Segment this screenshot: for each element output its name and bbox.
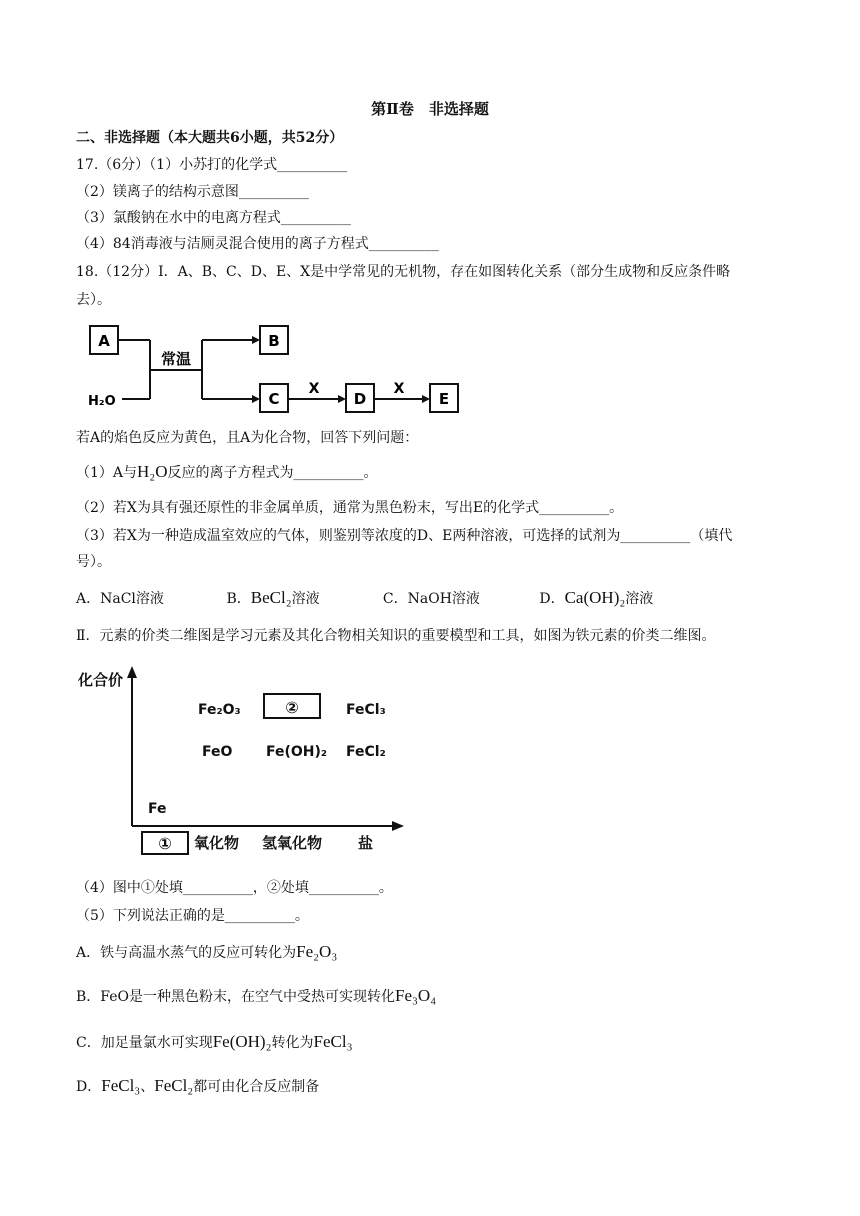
cell-feo: FeO xyxy=(202,744,233,760)
part2-intro: Ⅱ．元素的价类二维图是学习元素及其化合物相关知识的重要模型和工具，如图为铁元素的价类二维图。 xyxy=(76,628,716,644)
q5-option-c xyxy=(76,1032,353,1053)
formula-becl2: BeCl₂ xyxy=(250,588,292,607)
option-b-post: 溶液 xyxy=(291,591,320,607)
formula-caoh2: Ca(OH)₂ xyxy=(564,588,626,607)
q5-option-c-mid: 转化为 xyxy=(271,1035,314,1051)
arrow-to-d xyxy=(338,395,346,403)
option-b-letter: B． xyxy=(226,591,251,607)
q18-part1-pre: （1）A与 xyxy=(76,465,138,481)
cell-fecl2: FeCl₂ xyxy=(346,744,386,760)
q18-part3: （3）若X为一种造成温室效应的气体，则鉴别等浓度的D、E两种溶液，可选择的试剂为__________（填代 xyxy=(76,528,733,544)
option-d-letter: D． xyxy=(539,591,565,607)
cell-fe: Fe xyxy=(148,801,167,817)
y-axis-arrow xyxy=(127,666,137,678)
q18-stem: 18.（12分）Ⅰ．A、B、C、D、E、X是中学常见的无机物，存在如图转化关系（部分生成物和反应条件略 xyxy=(76,264,731,280)
flow-diagram xyxy=(84,320,464,420)
q5-option-c-text: C．加足量氯水可实现 xyxy=(76,1035,213,1051)
section-title: 第Ⅱ卷 非选择题 xyxy=(371,100,489,118)
formula-fecl3: FeCl₃ xyxy=(313,1032,353,1051)
q18-part5: （5）下列说法正确的是__________。 xyxy=(76,908,309,924)
q17-part2: （2）镁离子的结构示意图__________ xyxy=(76,184,309,200)
cell-fe2o3: Fe₂O₃ xyxy=(198,702,241,718)
q5-option-a xyxy=(76,942,337,963)
label-c: C xyxy=(268,390,280,408)
q5-option-d xyxy=(76,1076,319,1097)
label-a: A xyxy=(98,332,110,350)
x-label-salt: 盐 xyxy=(358,834,374,852)
section-heading: 二、非选择题（本大题共6小题，共52分） xyxy=(76,130,344,146)
arrow-to-b xyxy=(252,336,260,344)
label-x2: X xyxy=(393,381,405,397)
formula-fecl3-d: FeCl₃ xyxy=(101,1076,141,1095)
y-axis-label: 化合价 xyxy=(78,671,124,689)
formula-feoh2: Fe(OH)₂ xyxy=(212,1032,272,1051)
q18-options xyxy=(76,588,796,609)
option-d-post: 溶液 xyxy=(625,591,654,607)
label-e: E xyxy=(438,390,450,408)
q5-option-d-text: 都可由化合反应制备 xyxy=(193,1079,320,1095)
option-d xyxy=(539,588,653,609)
formula-fe2o3: Fe₂O₃ xyxy=(296,942,338,961)
x-label-oxide: 氧化物 xyxy=(194,834,240,852)
option-b xyxy=(226,588,378,609)
q5-option-b-text: B．FeO是一种黑色粉末，在空气中受热可实现转化 xyxy=(76,989,395,1005)
formula-fe3o4: Fe₃O₄ xyxy=(395,986,437,1005)
box-2-label: ② xyxy=(285,698,299,717)
q17-part3: （3）氯酸钠在水中的电离方程式__________ xyxy=(76,210,351,226)
arrow-to-e xyxy=(422,395,430,403)
arrow-to-c xyxy=(252,395,260,403)
q18-part1 xyxy=(76,462,378,483)
q18-part4: （4）图中①处填__________，②处填__________。 xyxy=(76,880,393,896)
q18-condition: 若A的焰色反应为黄色，且A为化合物，回答下列问题： xyxy=(76,430,419,446)
label-condition: 常温 xyxy=(160,350,192,368)
formula-h2o: H₂O xyxy=(137,462,168,481)
q5-option-d-letter: D． xyxy=(76,1079,102,1095)
x-label-hydroxide: 氢氧化物 xyxy=(262,834,323,852)
label-d: D xyxy=(353,390,367,408)
q5-option-a-text: A．铁与高温水蒸气的反应可转化为 xyxy=(76,945,297,961)
q18-stem-cont: 去）。 xyxy=(76,292,111,308)
option-c: C．NaOH溶液 xyxy=(382,591,480,607)
x-axis-arrow xyxy=(392,821,404,831)
option-a: A．NaCl溶液 xyxy=(76,591,164,607)
q17-stem: 17.（6分）（1）小苏打的化学式__________ xyxy=(76,157,348,173)
q18-part1-post: 反应的离子方程式为__________。 xyxy=(167,465,378,481)
q5-option-b xyxy=(76,986,436,1007)
label-b: B xyxy=(268,332,280,350)
label-water: H₂O xyxy=(88,394,116,409)
formula-fecl2-d: FeCl₂ xyxy=(154,1076,194,1095)
valence-class-chart xyxy=(76,660,416,860)
q18-part2: （2）若X为具有强还原性的非金属单质，通常为黑色粉末，写出E的化学式__________。 xyxy=(76,500,624,516)
label-x1: X xyxy=(308,381,320,397)
cell-fecl3: FeCl₃ xyxy=(346,702,386,718)
q17-part4: （4）84消毒液与洁厕灵混合使用的离子方程式__________ xyxy=(76,236,439,252)
cell-feoh2: Fe(OH)₂ xyxy=(266,744,328,760)
q18-part3-cont: 号）。 xyxy=(76,554,111,570)
box-1-label: ① xyxy=(158,834,172,853)
q5-option-d-sep: 、 xyxy=(140,1079,155,1095)
